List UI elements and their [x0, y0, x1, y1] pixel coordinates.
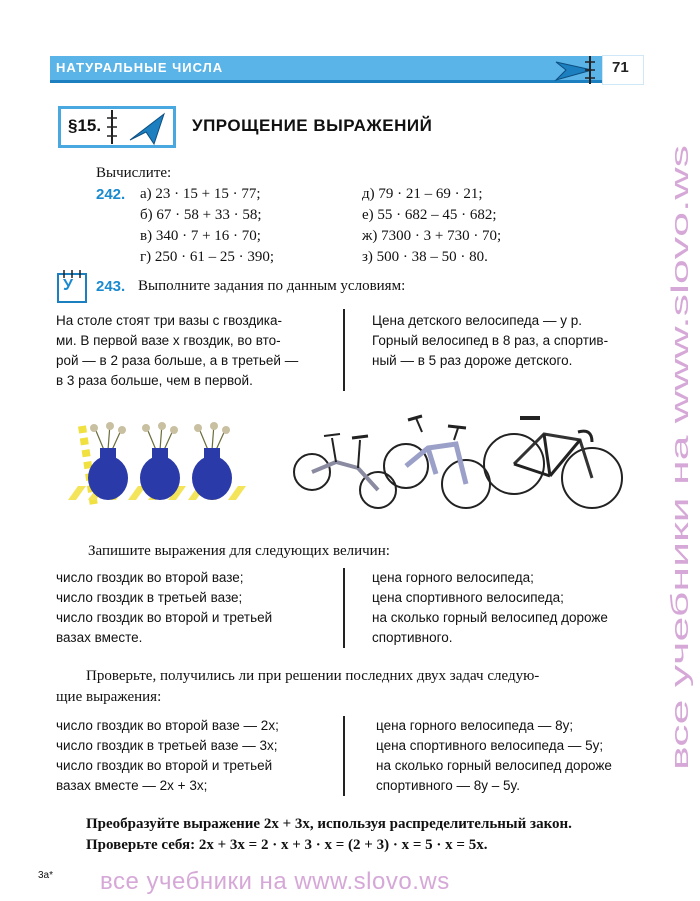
vases-illustration: [64, 420, 254, 510]
task-243-left-4: в 3 раза больше, чем в первой.: [56, 373, 253, 388]
write-left-3: число гвоздик во второй и третьей: [56, 610, 273, 625]
page-number: 71: [612, 59, 629, 76]
task-243-left-2: ми. В первой вазе x гвоздик, во вто-: [56, 333, 281, 348]
task-243-right-3: ный — в 5 раз дороже детского.: [372, 353, 573, 368]
mountain-bicycle: [384, 416, 490, 508]
footer-mark: 3а*: [38, 870, 54, 881]
task-243-right-1: Цена детского велосипеда — y р.: [372, 313, 582, 328]
vase-3: [192, 422, 232, 500]
check-right-4: спортивного — 8y – 5y.: [376, 778, 521, 793]
task-243-text: Выполните задания по данным условиям:: [138, 278, 406, 294]
check-right-3: на сколько горный велосипед дороже: [376, 758, 612, 773]
section-pencil-icon: [106, 106, 172, 148]
watermark-side: [664, 140, 694, 780]
check-left-1: число гвоздик во второй вазе — 2x;: [56, 718, 279, 733]
task-243-number: 243.: [96, 278, 126, 295]
write-right-3: на сколько горный велосипед дороже: [372, 610, 608, 625]
check-right-2: цена спортивного велосипеда — 5y;: [376, 738, 604, 753]
write-left-1: число гвоздик во второй вазе;: [56, 570, 244, 585]
column-divider: [343, 309, 345, 391]
vase-2: [140, 422, 180, 500]
task-242-a: а) 23 · 15 + 15 · 77;: [140, 186, 261, 202]
check-left-2: число гвоздик в третьей вазе — 3x;: [56, 738, 278, 753]
task-242-v: в) 340 · 7 + 16 · 70;: [140, 228, 261, 244]
write-left-4: вазах вместе.: [56, 630, 143, 645]
vase-1: [88, 422, 128, 500]
task-243-left-3: рой — в 2 раза больше, а в третьей —: [56, 353, 299, 368]
task-243-right-2: Горный велосипед в 8 раз, а спортив-: [372, 333, 609, 348]
write-right-2: цена спортивного велосипеда;: [372, 590, 564, 605]
column-divider-2: [343, 568, 345, 648]
task-242-zh: ж) 7300 · 3 + 730 · 70;: [362, 228, 502, 244]
watermark-bottom: все учебники на www.slovo.ws: [100, 868, 450, 895]
sport-bicycle: [484, 418, 622, 508]
check-heading-1: Проверьте, получились ли при решении последних двух задач следую-: [86, 668, 540, 684]
bicycles-illustration: [288, 410, 628, 520]
task-243-left-1: На столе стоят три вазы с гвоздика-: [56, 313, 282, 328]
task-242-z: з) 500 · 38 – 50 · 80.: [362, 249, 488, 265]
pencil-pointer-icon: [552, 52, 602, 86]
check-heading-2: щие выражения:: [56, 689, 162, 705]
section-number: §15.: [68, 116, 102, 135]
task-242-g: г) 250 · 61 – 25 · 390;: [140, 249, 275, 265]
section-title: УПРОЩЕНИЕ ВЫРАЖЕНИЙ: [192, 116, 433, 135]
column-divider-3: [343, 716, 345, 796]
svg-text:все учебники на www.slovo.ws: все учебники на www.slovo.ws: [667, 434, 694, 770]
task-242-b: б) 67 · 58 + 33 · 58;: [140, 207, 262, 223]
check-left-3: число гвоздик во второй и третьей: [56, 758, 273, 773]
write-right-1: цена горного велосипеда;: [372, 570, 534, 585]
write-left-2: число гвоздик в третьей вазе;: [56, 590, 243, 605]
transform-line-1: Преобразуйте выражение 2x + 3x, используя распределительный закон.: [86, 816, 572, 832]
task-243-badge: У: [63, 277, 73, 294]
task-242-e: е) 55 · 682 – 45 · 682;: [362, 207, 497, 223]
kids-bicycle: [294, 434, 396, 508]
write-heading: Запишите выражения для следующих величин:: [88, 543, 390, 559]
check-left-4: вазах вместе — 2x + 3x;: [56, 778, 208, 793]
check-right-1: цена горного велосипеда — 8y;: [376, 718, 574, 733]
transform-line-2: Проверьте себя: 2x + 3x = 2 · x + 3 · x = (2 + 3) · x = 5 · x = 5x.: [86, 837, 488, 853]
write-right-4: спортивного.: [372, 630, 453, 645]
task-242-d: д) 79 · 21 – 69 · 21;: [362, 186, 483, 202]
chapter-title: НАТУРАЛЬНЫЕ ЧИСЛА: [56, 60, 224, 75]
task-242-number: 242.: [96, 186, 126, 203]
task-242-intro: Вычислите:: [96, 165, 172, 181]
